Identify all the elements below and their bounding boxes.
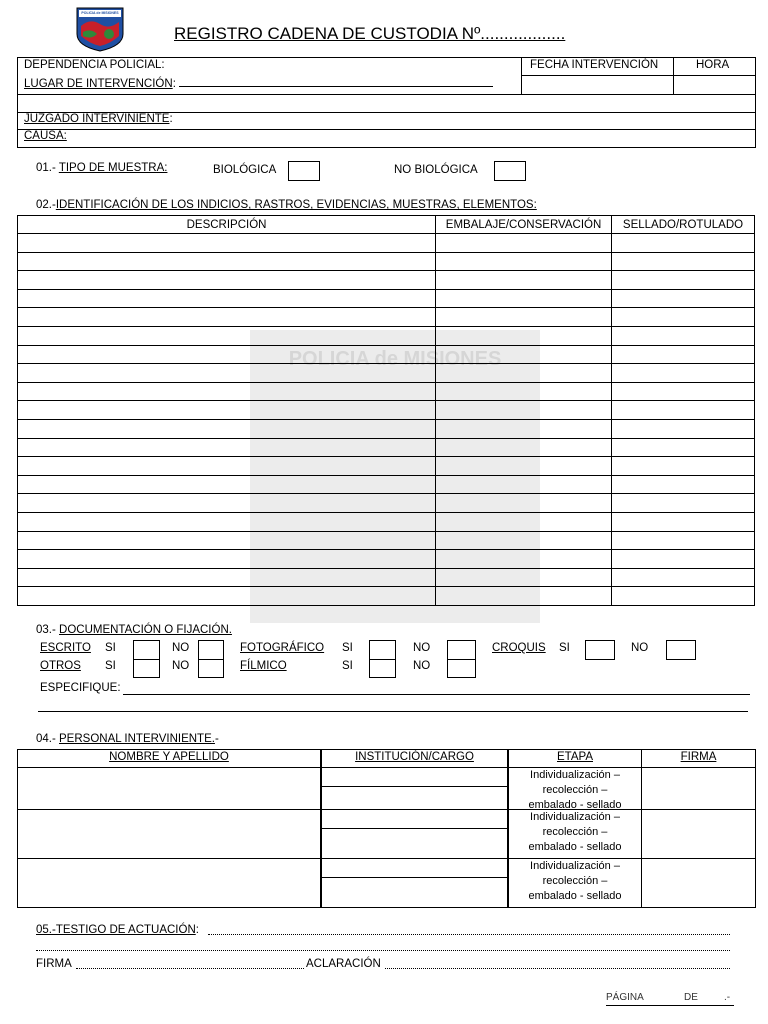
- s4-label: PERSONAL INTERVINIENTE.: [59, 733, 215, 745]
- table-cell[interactable]: [18, 457, 436, 476]
- table-row: [18, 401, 755, 420]
- table-cell[interactable]: [612, 457, 755, 476]
- especifique-line-2: [38, 711, 748, 712]
- table-row: [18, 289, 755, 308]
- section-01: [36, 162, 167, 174]
- page-footer: [606, 992, 734, 1006]
- etapa-2-line-2: recolección –: [542, 826, 608, 838]
- table-cell[interactable]: [436, 364, 612, 383]
- testigo-colon: :: [195, 924, 199, 936]
- s4-suffix: -: [214, 733, 219, 745]
- table-cell[interactable]: [612, 271, 755, 290]
- aclaracion-label: ACLARACIÓN: [306, 958, 381, 970]
- lugar-field[interactable]: [24, 76, 493, 90]
- table-cell[interactable]: [18, 252, 436, 271]
- aclaracion-dots: [385, 968, 730, 969]
- dependencia-label: DEPENDENCIA POLICIAL:: [24, 59, 165, 71]
- escrito-no-label: NO: [172, 642, 190, 654]
- s3-num: 03.-: [36, 624, 60, 636]
- s2-label: IDENTIFICACIÓN DE LOS INDICIOS, RASTROS, EVIDENCIAS, MUESTRAS, ELEMENTOS:: [55, 199, 537, 211]
- table-cell[interactable]: [612, 587, 755, 606]
- personnel-table: [17, 749, 756, 908]
- juzgado-label: JUZGADO INTERVINIENTE: [24, 113, 170, 125]
- table-cell[interactable]: [18, 401, 436, 420]
- section-02: [36, 199, 537, 211]
- col-etapa: ETAPA: [557, 751, 593, 763]
- police-logo: [75, 6, 125, 52]
- juzgado-colon: :: [169, 113, 173, 125]
- table-cell[interactable]: [18, 289, 436, 308]
- table-cell[interactable]: [612, 345, 755, 364]
- croquis-si-checkbox[interactable]: [585, 640, 615, 660]
- table-row: [18, 512, 755, 531]
- table-cell[interactable]: [18, 475, 436, 494]
- croquis-no-checkbox[interactable]: [666, 640, 696, 660]
- etapa-cell-2: [509, 810, 641, 855]
- filmico-si-checkbox[interactable]: [369, 659, 396, 678]
- table-row: [18, 531, 755, 550]
- table-cell[interactable]: [436, 587, 612, 606]
- footer-pagina: PÁGINA: [606, 992, 644, 1003]
- table-cell[interactable]: [436, 271, 612, 290]
- bio-label: BIOLÓGICA: [213, 164, 277, 176]
- table-row: [18, 475, 755, 494]
- table-cell[interactable]: [436, 419, 612, 438]
- col-nombre: NOMBRE Y APELLIDO: [109, 751, 229, 763]
- testigo-field[interactable]: [36, 924, 199, 936]
- table-cell[interactable]: [436, 568, 612, 587]
- etapa-cell-1: [509, 768, 641, 813]
- col-embalaje: EMBALAJE/CONSERVACIÓN: [436, 216, 612, 234]
- etapa-1-line-3: embalado - sellado: [528, 799, 622, 811]
- etapa-3-line-2: recolección –: [542, 875, 608, 887]
- escrito-label: ESCRITO: [40, 642, 91, 654]
- table-cell[interactable]: [18, 587, 436, 606]
- especifique-field[interactable]: [40, 682, 121, 694]
- divider-row1: [521, 75, 755, 76]
- etapa-1-line-1: Individualización –: [530, 769, 620, 781]
- especifique-label: ESPECIFIQUE:: [40, 682, 121, 694]
- table-cell[interactable]: [18, 345, 436, 364]
- table-cell[interactable]: [612, 382, 755, 401]
- testigo-dots-2: [36, 950, 730, 951]
- fotografico-si-label: SI: [342, 642, 353, 654]
- table-cell[interactable]: [18, 234, 436, 253]
- table-row: [18, 252, 755, 271]
- nobio-label: NO BIOLÓGICA: [394, 164, 478, 176]
- table-row: [18, 568, 755, 587]
- table-cell[interactable]: [436, 550, 612, 569]
- table-cell[interactable]: [612, 494, 755, 513]
- table-cell[interactable]: [18, 438, 436, 457]
- table-cell[interactable]: [612, 364, 755, 383]
- otros-no-label: NO: [172, 660, 190, 672]
- col-institucion: INSTITUCIÓN/CARGO: [355, 751, 474, 763]
- croquis-no-label: NO: [631, 642, 649, 654]
- watermark-text: POLICIA de MISIONES: [288, 348, 502, 370]
- table-row: [18, 438, 755, 457]
- causa-label: CAUSA:: [24, 130, 67, 142]
- otros-si-checkbox[interactable]: [133, 659, 160, 678]
- especifique-line-1: [123, 694, 750, 695]
- table-cell[interactable]: [612, 401, 755, 420]
- table-row: [18, 345, 755, 364]
- fotografico-si-checkbox[interactable]: [369, 640, 396, 660]
- table-cell[interactable]: [436, 531, 612, 550]
- table-cell[interactable]: [436, 382, 612, 401]
- otros-no-checkbox[interactable]: [198, 659, 224, 678]
- pt-i2: [321, 828, 507, 829]
- evidence-rows: [18, 234, 755, 606]
- table-row: [18, 494, 755, 513]
- filmico-si-label: SI: [342, 660, 353, 672]
- footer-de: DE: [684, 992, 698, 1003]
- table-cell[interactable]: [18, 308, 436, 327]
- testigo-label: 05.-TESTIGO DE ACTUACIÓN: [36, 924, 196, 936]
- table-cell[interactable]: [612, 252, 755, 271]
- divider-fecha: [521, 58, 522, 94]
- table-cell[interactable]: [18, 531, 436, 550]
- table-row: [18, 587, 755, 606]
- otros-si-label: SI: [105, 660, 116, 672]
- table-cell[interactable]: [436, 234, 612, 253]
- table-cell[interactable]: [612, 531, 755, 550]
- s4-num: 04.-: [36, 733, 60, 745]
- col-sellado: SELLADO/ROTULADO: [612, 216, 755, 234]
- lugar-colon: :: [172, 78, 176, 90]
- section-04: [36, 733, 219, 745]
- s3-label: DOCUMENTACIÓN O FIJACIÓN.: [59, 624, 232, 636]
- divider-row4: [18, 129, 755, 130]
- table-row: [18, 364, 755, 383]
- table-cell[interactable]: [612, 326, 755, 345]
- pt-v3: [641, 750, 642, 907]
- fecha-label: FECHA INTERVENCIÓN: [530, 59, 659, 71]
- table-cell[interactable]: [18, 326, 436, 345]
- table-cell[interactable]: [18, 382, 436, 401]
- table-cell[interactable]: [18, 494, 436, 513]
- juzgado-field[interactable]: [24, 113, 173, 125]
- table-cell[interactable]: [612, 289, 755, 308]
- divider-row2: [18, 94, 755, 95]
- s1-num: 01.-: [36, 162, 59, 174]
- etapa-3-line-3: embalado - sellado: [528, 890, 622, 902]
- fotografico-label: FOTOGRÁFICO: [240, 642, 325, 654]
- testigo-dots-1: [208, 934, 730, 935]
- table-row: [18, 271, 755, 290]
- table-cell[interactable]: [436, 494, 612, 513]
- pt-h0: [18, 767, 755, 768]
- table-cell[interactable]: [18, 419, 436, 438]
- table-row: [18, 234, 755, 253]
- etapa-2-line-1: Individualización –: [530, 811, 620, 823]
- croquis-label: CROQUIS: [492, 642, 546, 654]
- table-cell[interactable]: [18, 364, 436, 383]
- table-cell[interactable]: [436, 289, 612, 308]
- table-cell[interactable]: [436, 457, 612, 476]
- table-cell[interactable]: [18, 550, 436, 569]
- hora-label: HORA: [696, 59, 730, 71]
- otros-label: OTROS: [40, 660, 81, 672]
- table-cell[interactable]: [436, 401, 612, 420]
- escrito-no-checkbox[interactable]: [198, 640, 224, 660]
- page-title: REGISTRO CADENA DE CUSTODIA Nº..................: [174, 24, 566, 43]
- pt-i3: [321, 877, 507, 878]
- table-row: [18, 308, 755, 327]
- table-cell[interactable]: [612, 234, 755, 253]
- section-03: [36, 624, 232, 636]
- escrito-si-checkbox[interactable]: [133, 640, 160, 660]
- divider-hora: [673, 58, 674, 94]
- table-cell[interactable]: [436, 475, 612, 494]
- table-cell[interactable]: [436, 438, 612, 457]
- table-cell[interactable]: [18, 512, 436, 531]
- col-descripcion: DESCRIPCIÓN: [18, 216, 436, 234]
- nobio-checkbox[interactable]: [494, 161, 526, 181]
- s2-num: 02.-: [36, 199, 56, 211]
- logo-text: POLICIA de MISIONES: [81, 11, 119, 15]
- table-row: [18, 382, 755, 401]
- etapa-1-line-2: recolección –: [542, 784, 608, 796]
- croquis-si-label: SI: [559, 642, 570, 654]
- table-cell[interactable]: [612, 308, 755, 327]
- table-row: [18, 419, 755, 438]
- s1-label: TIPO DE MUESTRA:: [58, 162, 168, 174]
- footer-end: .-: [724, 992, 731, 1003]
- evidence-table: [17, 215, 755, 606]
- lugar-label: LUGAR DE INTERVENCIÓN: [24, 78, 173, 90]
- table-row: [18, 326, 755, 345]
- firma-dots: [76, 968, 304, 969]
- table-cell[interactable]: [436, 345, 612, 364]
- table-cell[interactable]: [436, 326, 612, 345]
- table-row: [18, 457, 755, 476]
- filmico-label: FÍLMICO: [240, 660, 287, 672]
- table-cell[interactable]: [18, 271, 436, 290]
- filmico-no-label: NO: [413, 660, 431, 672]
- escrito-si-label: SI: [105, 642, 116, 654]
- table-cell[interactable]: [436, 308, 612, 327]
- fotografico-no-label: NO: [413, 642, 431, 654]
- etapa-2-line-3: embalado - sellado: [528, 841, 622, 853]
- table-cell[interactable]: [612, 568, 755, 587]
- info-box: [17, 57, 756, 148]
- table-cell[interactable]: [436, 512, 612, 531]
- lugar-line: [179, 76, 493, 87]
- col-firma: FIRMA: [680, 751, 717, 763]
- pt-i1: [321, 786, 507, 787]
- table-cell[interactable]: [612, 475, 755, 494]
- table-cell[interactable]: [612, 550, 755, 569]
- etapa-cell-3: [509, 859, 641, 904]
- fotografico-no-checkbox[interactable]: [447, 640, 476, 660]
- table-cell[interactable]: [612, 419, 755, 438]
- bio-checkbox[interactable]: [288, 161, 320, 181]
- pt-h1: [18, 809, 755, 810]
- filmico-no-checkbox[interactable]: [447, 659, 476, 678]
- table-cell[interactable]: [612, 438, 755, 457]
- pt-h2: [18, 858, 755, 859]
- table-cell[interactable]: [18, 568, 436, 587]
- table-row: [18, 550, 755, 569]
- table-cell[interactable]: [436, 252, 612, 271]
- etapa-3-line-1: Individualización –: [530, 860, 620, 872]
- firma-label: FIRMA: [36, 958, 72, 970]
- table-cell[interactable]: [612, 512, 755, 531]
